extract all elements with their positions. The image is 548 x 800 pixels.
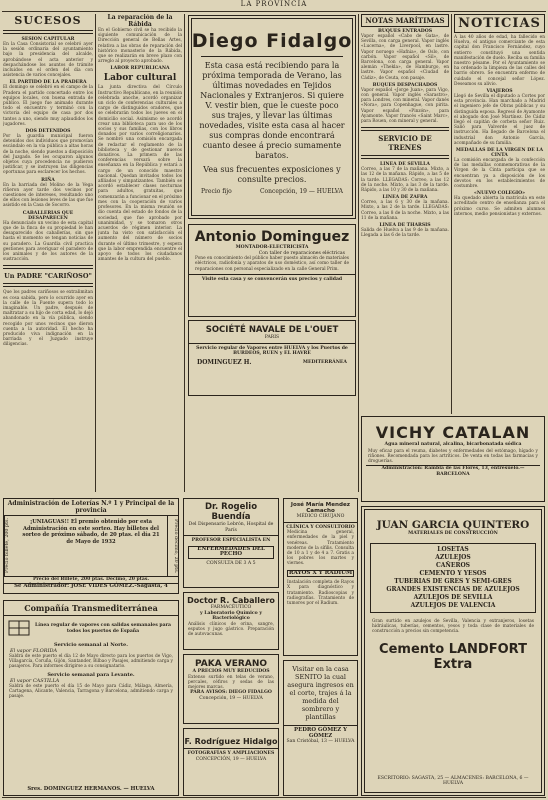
article-text: Por la guardia municipal fueron detenidos dos individuos que promovían escándalo en la vía pública a altas horas de la noche, siendo puestos a disposición del Juzgado. Se les ocuparon algunos objetos cuya procedencia no pudieron justificar, y se instruyen las diligencias oportunas para esclarecer los hechos.: [3, 134, 93, 176]
loteria-ad: [3, 498, 179, 594]
article-text: En el Gobierno civil se ha recibido la siguiente comunicación de la Dirección general de Bellas Artes, relativa a las obras de reparación del histórico monasterio de la Rábida, que se realizarán en breve plazo con arreglo al proyecto aprobado.: [98, 28, 182, 65]
notas-heading: NOTAS MARÍTIMAS: [361, 14, 449, 27]
agent-name: DOMINGUEZ H.: [197, 358, 252, 366]
list-item: CAÑEROS: [435, 561, 471, 569]
ad-title: Administración de Loterías N.º 1 y Principal de la provincia: [4, 499, 178, 516]
line-name: MEDITERRÁNEA: [302, 359, 347, 365]
ad-body: Pone en conocimiento del público haber puesto almacén de materiales eléctricos, radiofonía y aparatos de uso doméstico, así como taller de reparaciones con personal especializado en la calle General Prim.: [195, 256, 349, 272]
ad-footer: Visite esta casa y se convencerán sus precios y calidad: [201, 276, 343, 282]
vichy-ad: [361, 416, 545, 502]
ad-title: Diego Fidalgo: [191, 30, 353, 52]
sub-heading: «NUEVO COLEGIO»: [474, 191, 525, 197]
ad-title: VICHY CATALAN: [375, 423, 531, 442]
ad-body: Saldrá de este puerto el día 15 de Mayo para Cádiz, Málaga, Almería, Cartagena, Alicante, Valencia, Tarragona y Barcelona, admitiendo carga y pasaje.: [9, 683, 173, 700]
ad-line: Del Dispensario Lebrón, Hospital de París: [188, 522, 274, 533]
list-item: CEMENTO Y YESOS: [419, 569, 487, 577]
ad-title: F. Rodríguez Hidalgo: [184, 737, 278, 746]
ad-title: Antonio Dominguez: [194, 229, 350, 245]
ad-subtitle: Agua mineral natural, alcalina, bicarbonatada sódica: [384, 442, 522, 447]
ad-body: Visitar en la casa SENITO la cual asegura ingresos en el corte, trajes á la medida del sombrero y plantillas: [287, 665, 354, 721]
ad-body: Extenso surtido en telas de verano, percales, céfiros y sedas de las mejores marcas.: [188, 674, 274, 690]
senito-ad: [283, 660, 358, 796]
price-line: Precio del Billete, 200 ptas. Décimo, 20 ptas.: [4, 576, 178, 583]
list-item: AZULEJOS DE SEVILLA: [413, 593, 493, 601]
column-6: [454, 14, 545, 414]
ad-footer: ESCRITORIO: SAGASTA, 25 — ALMACENES: BARCELONA, 6 — HUELVA: [377, 775, 529, 787]
ad-subtitle: MONTADOR-ELECTRICISTA: [235, 245, 309, 250]
article-text: Vapor español «Jorge Juan», para Vigo, con general. Vapor inglés «Sarastro», para Londres, con mineral. Vapor danés «Nora», para Copenhague, con pirita. Vapor español «Pinzón», para Ayamonte. Vapor francés «Saint Marc», para Rouen, con mineral y general.: [361, 87, 449, 125]
column-2: [98, 14, 182, 494]
ad-body: Instalación completa de Rayos X para diagnóstico y tratamiento. Radioscopias y radiografías. Tratamiento de tumores por el Radium.: [287, 580, 354, 607]
article-text: Correo, a las 7 de la mañana. Mixto, a las 12 de la mañana. Rápido, a las 5 de la tarde. LLEGADAS: Correo, a las 12 de la noche. Mixto, a las 3 de la tarde. Rápido, a las 10 y 30 de la mañana.: [361, 167, 449, 194]
transmed-ad: [3, 600, 179, 796]
article-text: Vapor español «Cabo de Gata», de Sevilla, con carga general. Vapor inglés «Lucerna», de Liverpool, en lastre. Vapor noruego «Hafnia», de Oslo, con carbón. Vapor español «Sil», de Barcelona, con carga general. Vapor alemán «Thekla», de Hamburgo, en lastre. Vapor español «Ciudad de Cádiz», de Ceuta, con pasaje.: [361, 34, 449, 81]
column-1: [3, 14, 93, 494]
sub-heading: DOS DETENIDOS: [25, 129, 71, 135]
ad-line: CLÍNICA Y CONSULTORIO: [286, 524, 355, 530]
ad-title: José María Mendez Camacho: [290, 502, 351, 514]
ad-line: CONSULTA DE 3 A 5: [206, 560, 256, 566]
sub-heading: MEDALLAS DE LA VIRGEN DE LA CINTA: [455, 148, 544, 159]
sub-heading: LABOR REPUBLICANA: [110, 66, 170, 72]
article-text: Ha denunciado un vecino de esta capital que de la finca de su propiedad le han desaparecido dos caballerías, sin que hasta el momento se tengan noticias de su paradero. La Guardia civil practica gestiones para averiguar el paradero de los animales y de los autores de la sustracción.: [3, 220, 93, 263]
ad-body: ¡UNIAGUAS!! El premio obtenido por esta Administración en este sorteo. Hay billetes del sorteo de próximo sábado, de 20 ptas. el día 21 de Mayo de 1932: [22, 519, 160, 545]
dominguez-ad: [188, 224, 356, 317]
sub-heading: LINEA DE SEVILLA: [380, 162, 430, 168]
ad-title: Dr. Rogelio Buendía: [204, 502, 258, 522]
article-text: Que los padres cariñosos se extralimitan es cosa sabida, pero lo ocurrido ayer en la calle de la Fuente supera todo lo imaginable. Un padre, después de maltratar a su hijo de corta edad, lo dejó abandonado en la vía pública, siendo recogido por unos vecinos que dieron cuenta a la autoridad. El hecho ha producido viva indignación en la barriada y el Juzgado instruye diligencias.: [3, 290, 93, 348]
sucesos-heading: SUCESOS: [14, 14, 82, 27]
column-5: [361, 14, 449, 414]
article-text: Ha quedado abierta la matrícula en este acreditado centro de enseñanza para el próximo curso. Se admiten alumnos internos, medio pensionistas y externos.: [454, 196, 545, 217]
brand-name: Cemento LANDFORT Extra: [379, 642, 527, 673]
ad-line: FARMACÉUTICO: [210, 605, 252, 610]
fidalgo-ad: [188, 15, 356, 219]
ad-line: y Laboratorio Químico y Bacteriológico: [200, 610, 262, 622]
ad-body: Esta casa está recibiendo para la próxima temporada de Verano, las últimas novedades en Tejidos Nacionales y Extranjeros. Si quiere V. vestir bien, que le cueste poco sus trajes, y llevar las últimas novedades, visite esta casa al hacer sus compras donde encontrará cuanto desee á precio sumamente baratos.: [199, 61, 345, 160]
trenes-heading: SERVICIO DE TRENES: [378, 134, 432, 153]
rodriguez-ad: [183, 728, 279, 796]
article-text: En la barriada del Molino de la Vega riñeron ayer tarde dos vecinos por cuestiones de intereses, resultando uno de ellos con lesiones leves de las que fue asistido en la Casa de Socorro.: [3, 182, 93, 209]
notice-title: Un PADRE "CARIÑOSO": [4, 272, 92, 281]
ad-body: Análisis clínicos de orina, sangre, esputos y jugo gástrico. Preparación de autovacunas.: [188, 621, 274, 638]
ad-footer: Sres. DOMINGUEZ HERMANOS. — HUELVA: [27, 786, 155, 792]
sub-heading: EL PARTIDO DE LA PRADERA: [9, 80, 87, 86]
pakaverano-ad: [183, 654, 279, 724]
sub-heading: LINEA DE THARSIS: [379, 223, 431, 229]
article-text: Llegó de Sevilla el diputado a Cortes por esta provincia. Han marchado a Madrid el ingeniero jefe de Obras públicas y su distinguida esposa. Regresó de Ayamonte el abogado don José Martínez. De Cádiz llegó el capitán de corbeta señor Ruiz. Salió para Valverde el juez de instrucción. Ha llegado de Barcelona el industrial don Antonio García, acompañado de su familia.: [454, 94, 545, 146]
side-label: Precio billete, 200 pts.: [4, 516, 15, 576]
article-text: La comisión encargada de la confección de las medallas conmemorativas de la Virgen de la Cinta participa que se encuentran ya a disposición de los devotos en los establecimientos de costumbre.: [454, 158, 545, 190]
list-item: AZULEJOS DE VALENCIA: [410, 601, 496, 609]
ad-line: Concepción, 19 — HUELVA: [199, 695, 263, 701]
ouest-ad: [188, 320, 356, 396]
ad-subtitle: MATERIALES DE CONSTRUCCIÓN: [408, 531, 498, 536]
article-text: A las 40 años de edad, ha fallecido en Huelva, el antiguo comerciante de esta capital don Francisco Fernández, cuyo entierro constituyó una sentida manifestación de duelo. Reciba su familia nuestro pésame. Por el Ayuntamiento se ha ordenado la limpieza de las calles del barrio obrero. Se encuentra enfermo de cuidado el concejal señor López. Deseamos su alivio.: [454, 35, 545, 87]
ad-footer: Administración: Rambla de las Flores, 13, entresuelo.—BARCELONA: [366, 465, 540, 477]
sub-heading: VIAJEROS: [486, 89, 513, 95]
ad-line: A PRECIOS MUY REDUCIDOS: [192, 669, 270, 674]
quintero-ad: [361, 506, 545, 796]
caballero-ad: [183, 592, 279, 650]
ad-title: JUAN GARCIA QUINTERO: [376, 519, 530, 531]
flag-icon: [7, 619, 31, 639]
ad-body: Servicio regular de Vapores entre HUELVA y los Puertos de BURDEOS, RUEN y EL HAVRE: [196, 345, 348, 357]
ad-line: ENFERMEDADES DEL PECHO: [188, 546, 274, 559]
masthead: LA PROVINCIA: [240, 0, 308, 8]
ship-name: El vapor FLORIDA: [10, 648, 58, 654]
ad-body: Medicina general, enfermedades de la piel y venéreas. Tratamiento moderno de la sífilis. Consulta de 10 a 1 y de 4 a 7. Gratis a los pobres los martes y viernes.: [287, 530, 354, 567]
article-text: El domingo se celebró en el campo de la Pradera el partido concertado entre los equipos locales, con buena entrada de público. El juego fue animado durante todo el encuentro y terminó con la victoria del equipo de casa por dos tantos a uno, siendo muy aplaudidos los jugadores.: [3, 85, 93, 127]
ad-line: PROFESOR ESPECIALISTA EN: [191, 538, 271, 544]
service-title: Servicio semanal al Norte.: [54, 642, 128, 648]
list-item: TUBERIAS DE GRES Y SEMI-GRES: [394, 577, 512, 585]
ad-line: RAYOS X Y RADIUM: [288, 569, 353, 576]
buendia-ad: [183, 498, 279, 588]
article-text: Correo, a las 6 y 30 de la mañana. Mixto, a las 2 de la tarde. LLEGADAS: Correo, a las 8 de la noche. Mixto, a las 11 de la mañana.: [361, 200, 449, 221]
article-title: Labor cultural: [103, 73, 177, 84]
ad-title: Compañía Transmediterránea: [4, 601, 178, 616]
ad-line: PEDRO GÓMEZ Y GÓMEZ: [284, 725, 357, 739]
article-text: La junta directiva del Círculo Instructivo Republicano, en la reunión celebrada anoche, acordó organizar un ciclo de conferencias culturales a cargo de distinguidos oradores, que se celebrarán todos los jueves en el domicilio social. Asimismo se acordó crear una biblioteca para uso de los socios y sus familias, con los libros donados por varios correligionarios. Se nombró una comisión encargada de redactar el reglamento de la biblioteca y de gestionar nuevos donativos. La primera de las conferencias versará sobre la enseñanza en la República y estará a cargo de un conocido maestro nacional. Quedan invitados todos los afiliados y simpatizantes. También se acordó establecer clases nocturnas para adultos, gratuitas, que comenzarán a funcionar en el próximo mes con la cooperación de varios profesores. En la misma reunión se dio cuenta del estado de fondos de la sociedad, que fue aprobado por unanimidad, y se tomaron otros acuerdos de régimen interior. La junta ha visto con satisfacción el aumento del número de socios durante el último trimestre, y espera que la labor emprendida encuentre el apoyo de todos los ciudadanos amantes de la cultura del pueblo.: [98, 85, 182, 263]
ad-body: Gran surtido en azulejos de Sevilla, Valencia y extranjeros, losetas hidráulicas, tuberías, cementos, yesos y toda clase de materiales de construcción a precios sin competencia.: [372, 618, 534, 634]
ad-city: PARIS: [264, 335, 280, 340]
ad-line: CONCEPCIÓN, 19 — HUELVA: [195, 756, 267, 762]
list-item: AZULEJOS: [435, 553, 471, 561]
article-text: Salida de Huelva a las 9 de la mañana. Llegada a las 6 de la tarde.: [361, 228, 449, 239]
line-info: Línea regular de vapores con salidas semanales para todos los puertos de España: [35, 623, 171, 634]
address: Concepción, 19 — HUELVA: [259, 188, 343, 195]
camacho-ad: [283, 498, 358, 656]
article-title: La reparación de la Rábida: [107, 14, 173, 28]
sub-heading: BUQUES ENTRADOS: [377, 29, 433, 34]
ad-title: SOCIÉTÉ NAVALE DE L'OUET: [205, 325, 339, 335]
list-item: GRANDES EXISTENCIAS DE AZULEJOS: [386, 585, 520, 593]
ad-title: PAKA VERANO: [195, 659, 267, 669]
noticias-heading: NOTICIAS: [454, 14, 545, 33]
ad-line: PARA AVISOS: DIEGO FIDALGO: [190, 690, 272, 696]
sub-heading: LINEA DE ZAFRA: [382, 195, 428, 201]
ship-name: El vapor CASTILLA: [10, 677, 60, 684]
side-label: Precio décimo, 20 pts.: [167, 516, 178, 576]
price-label: Precio fijo: [201, 188, 232, 195]
ad-line: San Cristóbal, 13 — HUELVA: [286, 739, 355, 745]
ad-body: Saldrá de este puerto el día 12 de Mayo directo para los puertos de Vigo, Villagarcía, Coruña, Gijón, Santander, Bilbao y Pasajes, admitiendo carga y pasajeros. Para informes dirigirse a su consignatario.: [9, 654, 173, 670]
ad-footer: Vea sus frecuentes exposiciones y consulte precios.: [203, 165, 341, 184]
sub-heading: SESION CAPITULAR: [21, 37, 75, 42]
ad-line: MÉDICO CIRUJANO: [296, 514, 345, 519]
top-rule: [2, 11, 546, 12]
list-item: LOSETAS: [437, 545, 469, 553]
sub-heading: BUQUES DESPACHADOS: [372, 82, 438, 88]
ad-tagline: Con taller de reparaciones eléctricas: [258, 250, 345, 256]
service-title: Servicio semanal para Levante.: [47, 671, 135, 678]
article-text: En la Casa Consistorial se celebró ayer la sesión ordinaria del ayuntamiento bajo la presidencia del alcalde, aprobándose el acta anterior y despachándose los asuntos de trámite incluidos en el orden del día con asistencia de varios concejales.: [3, 42, 93, 79]
ad-footer: Se Administrador: JOSE VIDES GÓMEZ.-Sagasta, 4: [4, 583, 178, 590]
ad-body: Muy eficaz para el reuma, diabetes y enfermedades del estómago, hígado y riñones. Recomendada para los artríticos. De venta en todas las farmacias y droguerías.: [368, 448, 538, 464]
sub-heading: RIÑA: [41, 177, 55, 183]
sub-heading: CABALLERIAS QUE DESAPARECEN: [22, 210, 74, 221]
ad-line: FOTOGRAFÍAS Y AMPLIACIONES: [187, 751, 275, 756]
ad-title: Doctor R. Caballero: [187, 596, 275, 605]
